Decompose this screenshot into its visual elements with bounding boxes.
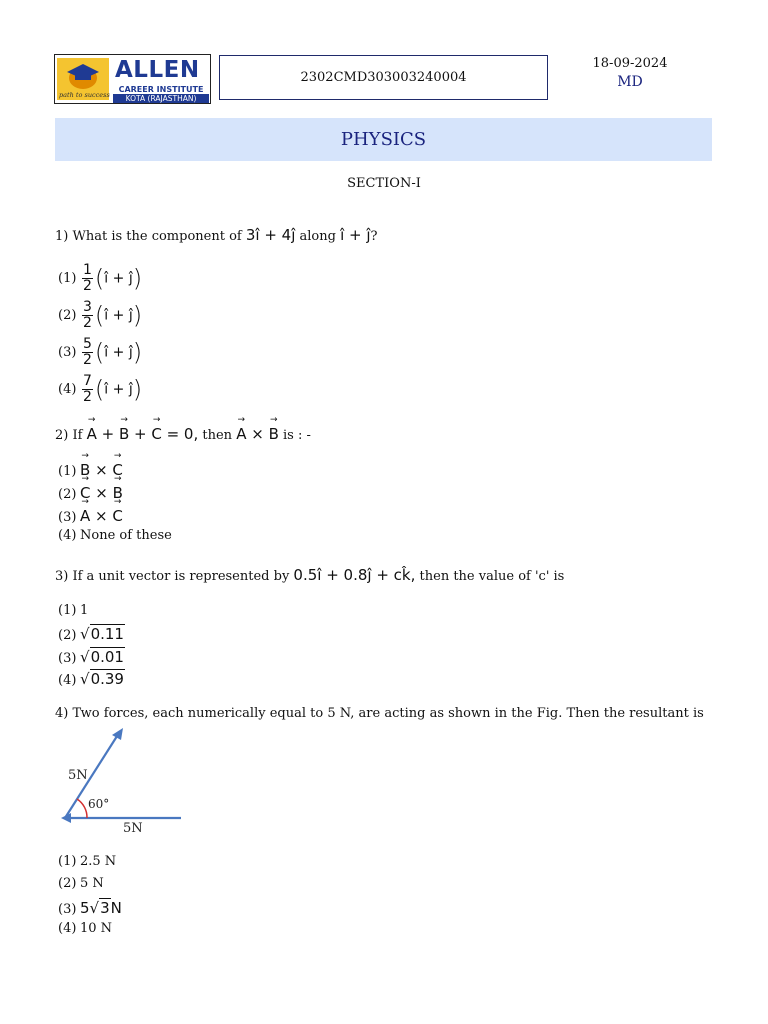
paper-code-box <box>219 55 548 100</box>
fraction: $\frac{1}{2}$ <box>83 262 92 294</box>
q3-option-1[interactable]: (1) 1 <box>58 603 89 618</box>
square-root: √0.39 <box>80 670 124 688</box>
square-root: √0.11 <box>80 625 124 643</box>
q1-vector-b: î + ĵ <box>340 226 371 244</box>
subject-band <box>55 118 712 161</box>
q3-option-3[interactable]: (3) √0.01 <box>58 648 124 666</box>
question-2: 2) If → A + → B + → C = 0, then → A × → B is : - <box>55 425 311 443</box>
angle-arc <box>77 799 87 818</box>
q2-option-1[interactable]: (1)→ B × → C <box>58 461 123 479</box>
logo-location: KOTA (RAJASTHAN) <box>113 94 209 103</box>
square-root: √0.01 <box>80 648 124 666</box>
logo-motto: path to success <box>59 91 110 99</box>
slant-force-label: 5N <box>68 768 88 783</box>
fraction: $\frac{3}{2}$ <box>83 299 92 331</box>
q3-option-2[interactable]: (2) √0.11 <box>58 625 124 643</box>
q2-option-4[interactable]: (4) None of these <box>58 528 172 543</box>
question-4: 4) Two forces, each numerically equal to 5 N, are acting as shown in the Fig. Then the resultant is <box>55 706 704 721</box>
q1-vector-a: 3î + 4ĵ <box>245 226 296 244</box>
q4-option-2[interactable]: (2) 5 N <box>58 876 104 891</box>
q1-option-4[interactable]: (4) $\frac{7}{2}$ (î + ĵ) <box>58 373 143 405</box>
paper-code: 2302CMD303003240004 <box>300 70 467 85</box>
q1-option-3[interactable]: (3) $\frac{5}{2}$ (î + ĵ) <box>58 336 143 368</box>
q4-option-4[interactable]: (4) 10 N <box>58 921 113 936</box>
q2-option-2[interactable]: (2)→ C × → B <box>58 484 123 502</box>
unit-vector-expr: 0.5î + 0.8ĵ + ck̂, <box>293 566 416 584</box>
angle-label: 60° <box>88 797 110 811</box>
fraction: $\frac{5}{2}$ <box>83 336 92 368</box>
square-root: 5√3N <box>80 899 122 917</box>
q4-option-3[interactable]: (3) 5√3N <box>58 899 122 917</box>
logo-subtitle: CAREER INSTITUTE <box>118 85 204 94</box>
question-3: 3) If a unit vector is represented by 0.5î + 0.8ĵ + ck̂, then the value of 'c' is <box>55 566 565 584</box>
question-1: 1) What is the component of 3î + 4ĵ along î + ĵ? <box>55 226 378 244</box>
stream-code: MD <box>617 74 643 90</box>
q4-option-1[interactable]: (1) 2.5 N <box>58 854 117 869</box>
q3-option-4[interactable]: (4) √0.39 <box>58 670 124 688</box>
allen-logo <box>54 54 211 104</box>
slant-arrowhead <box>112 728 123 740</box>
base-force-label: 5N <box>123 821 143 836</box>
fraction: $\frac{7}{2}$ <box>83 373 92 405</box>
logo-wordmark: ALLEN <box>115 57 200 83</box>
subject-title: PHYSICS <box>340 129 427 150</box>
section-title: SECTION-I <box>347 176 421 191</box>
q1-option-2[interactable]: (2) $\frac{3}{2}$ (î + ĵ) <box>58 299 143 331</box>
force-diagram <box>55 724 190 836</box>
q1-option-1[interactable]: (1) $\frac{1}{2}$ (î + ĵ) <box>58 262 143 294</box>
q2-option-3[interactable]: (3)→ A × → C <box>58 507 123 525</box>
exam-date: 18-09-2024 <box>592 56 668 71</box>
